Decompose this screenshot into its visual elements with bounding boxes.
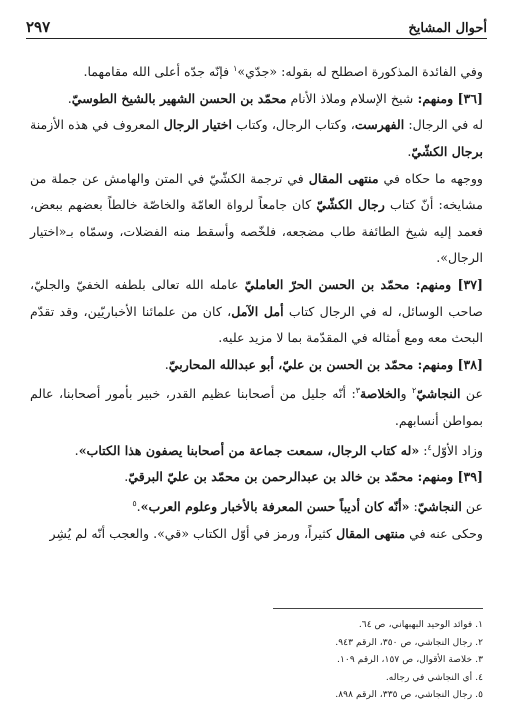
footnote-rule (273, 608, 483, 609)
paragraph (30, 464, 483, 491)
text-run: : (419, 442, 428, 458)
bold-text: اختيار الرجال (163, 117, 233, 133)
text-run: و (400, 386, 412, 402)
text-run: عن (461, 499, 483, 515)
footnote-marker: ٤ (427, 442, 432, 452)
bold-text: منتهى المقال (308, 170, 379, 186)
text-run: . (164, 356, 169, 372)
text-run: كان جامعاً لرواة العامّة والخاصّة خالطاً بعضهم ببعض، فعمد إليه شيخ الطائفة طاب مضجعه، فلخّصه وأسقط منه الفضلات، وسمّاه بـ«اختيار الرجال». (30, 197, 483, 266)
paragraph (30, 491, 483, 521)
footnote-marker: ٣ (355, 386, 361, 396)
text-run: وفي الفائدة المذكورة اصطلح له بقوله: «جدّي» (237, 64, 483, 80)
text-run: في ترجمة الكشّيّ في المتن والهامش عن جملة من مشايخه: أنّ كتاب (30, 170, 483, 213)
bold-text: [٣٨] ومنهم: (413, 356, 483, 372)
paragraph (30, 272, 483, 352)
page-header (26, 14, 487, 36)
paragraph (30, 435, 483, 465)
text-run: عن (460, 386, 483, 402)
footnotes (120, 616, 483, 704)
paragraph (30, 112, 483, 165)
footnote-item: ٢. رجال النجاشي، ص ٣٥٠، الرقم ٩٤٣. (335, 636, 483, 648)
bold-text: [٣٦] ومنهم: (413, 90, 483, 106)
text-run: . (407, 143, 412, 159)
text-run: فإنّه جدّه أعلى الله مقامهما. (83, 64, 234, 80)
bold-text: أمل الآمل (231, 303, 284, 319)
text-run: له في الرجال: (404, 117, 484, 133)
paragraph (30, 166, 483, 272)
bold-text: محمّد بن الحسن الحرّ العامليّ (244, 276, 410, 292)
bold-text: النجاشيّ (416, 386, 461, 402)
footnote-marker: ١ (233, 64, 238, 73)
paragraph (30, 86, 483, 113)
text-run: . (67, 90, 72, 106)
bold-text: محمّد بن الحسن بن عليّ، أبو عبدالله المحاربيّ (168, 356, 414, 372)
bold-text: الفهرست (354, 117, 405, 133)
bold-text: برجال الكشّيّ (411, 143, 483, 159)
running-title: أحوال المشايخ (408, 21, 487, 36)
footnote-item: ٣. خلاصة الأقوال، ص ١٥٧، الرقم ١٠٩. (337, 654, 483, 665)
footnote-item: ٤. أي النجاشي في رجاله. (385, 671, 483, 683)
bold-text: منتهى المقال (336, 525, 406, 541)
header-rule (26, 38, 487, 39)
bold-text: [٣٧] ومنهم: (409, 276, 483, 292)
footnote-marker: ٢ (412, 386, 417, 396)
text-run: : (409, 499, 418, 515)
bold-text: «أنّه كان أديباً حسن المعرفة بالأخبار وعلوم العرب» (140, 499, 410, 515)
bold-text: «له كتاب الرجال، سمعت جماعة من أصحابنا يصفون هذا الكتاب» (78, 442, 420, 458)
bold-text: الخلاصة (360, 386, 401, 402)
text-run: . (136, 499, 141, 515)
footnote-item: ١. فوائد الوحيد البهبهاني، ص ٦٤. (358, 619, 483, 630)
text-run: ووجهه ما حكاه في (378, 170, 483, 186)
bold-text: النجاشيّ (417, 499, 462, 515)
paragraph (30, 521, 483, 548)
bold-text: [٣٩] ومنهم: (413, 469, 483, 485)
paragraph (30, 352, 483, 379)
paragraph (30, 378, 483, 434)
text-run: . (74, 442, 79, 458)
bold-text: محمّد بن الحسن الشهير بالشيخ الطوسيّ (71, 90, 287, 106)
text-run: : أنّه جليل من أصحابنا عظيم القدر، خبير بأمور أصحابنا، عالم بمواطن أنسابهم. (30, 386, 483, 429)
paragraph (30, 56, 483, 86)
text-run: . (124, 469, 129, 485)
body-text (30, 56, 483, 547)
footnote-item: ٥. رجال النجاشي، ص ٣٣٥، الرقم ٨٩٨. (335, 689, 483, 700)
text-run: كثيراً، ورمز في أوّل الكتاب «قي». والعجب أنّه لم يُشِر (49, 525, 337, 541)
footnote-marker: ٥ (132, 499, 137, 509)
text-run: شيخ الإسلام وملاذ الأنام (286, 90, 414, 106)
bold-text: محمّد بن خالد بن عبدالرحمن بن محمّد بن عليّ البرقيّ (128, 469, 414, 485)
text-run: المعروف في هذه الأزمنة (30, 117, 164, 133)
page-number: ٢٩٧ (26, 18, 51, 36)
bold-text: رجال الكشّيّ (316, 197, 385, 213)
text-run: عامله الله تعالى بلطفه الخفيّ والجليّ، صاحب الوسائل، له في الرجال كتاب (30, 276, 483, 319)
text-run: وزاد الأوّل (431, 442, 483, 458)
text-run: ، كان من علمائنا الأخباريّين، وقد تقدّم البحث معه ومع أمثاله في المقدّمة بما لا مزيد عليه. (30, 303, 483, 346)
text-run: وحكى عنه في (405, 525, 483, 541)
text-run: ، وكتاب الرجال، وكتاب (232, 117, 355, 133)
